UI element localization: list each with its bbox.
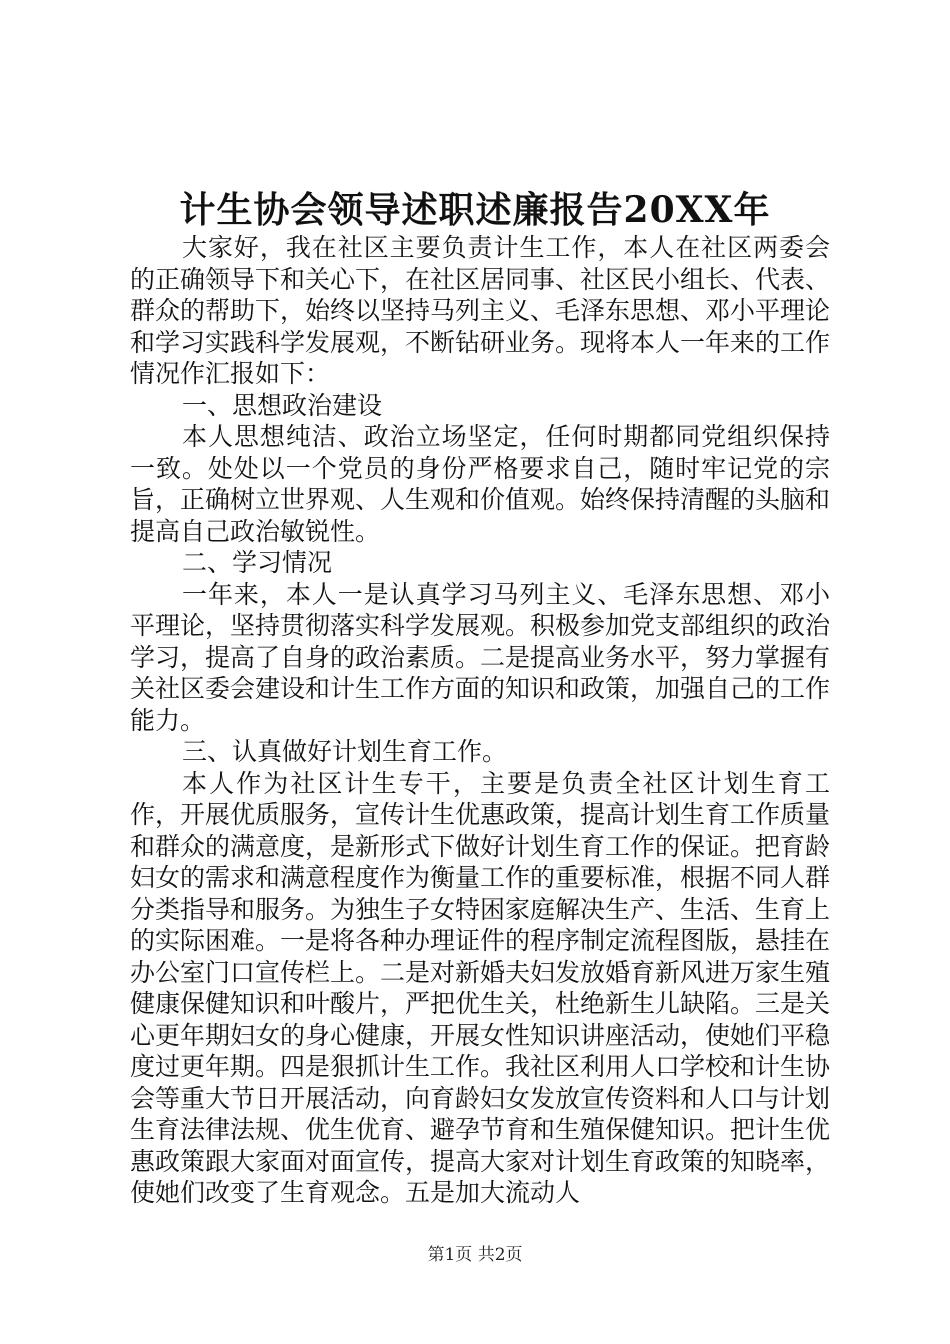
paragraph-family-planning: 本人作为社区计生专干，主要是负责全社区计划生育工作，开展优质服务，宣传计生优惠政策，提高计划生育工作质量和群众的满意度，是新形式下做好计划生育工作的保证。把育龄妇女的需求和满意程度作为衡量工作的重要标准，根据不同人群分类指导和服务。为独生子女特困家庭解决生产、生活、生育上的实际困难。一是将各种办理证件的程序制定流程图版，悬挂在办公室门口宣传栏上。二是对新婚夫妇发放婚育新风进万家生殖健康保健知识和叶酸片，严把优生关，杜绝新生儿缺陷。三是关心更年期妇女的身心健康，开展女性知识讲座活动，使她们平稳度过更年期。四是狠抓计生工作。我社区利用人口学校和计生协会等重大节日开展活动，向育龄妇女发放宣传资料和人口与计划生育法律法规、优生优育、避孕节育和生殖保健知识。把计生优惠政策跟大家面对面宣传，提高大家对计划生育政策的知晓率，使她们改变了生育观念。五是加大流动人 [130, 768, 831, 1207]
page-number-footer: 第1页 共2页 [427, 1245, 523, 1265]
paragraph-political: 本人思想纯洁、政治立场坚定，任何时期都同党组织保持一致。处处以一个党员的身份严格要求自己，随时牢记党的宗旨，正确树立世界观、人生观和价值观。始终保持清醒的头脑和提高自己政治敏锐性。 [130, 422, 831, 546]
section-heading-family-planning: 三、认真做好计划生育工作。 [182, 737, 508, 766]
document-title: 计生协会领导述职述廉报告20XX年 [179, 189, 771, 231]
section-heading-study: 二、学习情况 [182, 548, 333, 577]
section-heading-political: 一、思想政治建设 [182, 390, 383, 420]
document-body [130, 232, 830, 1209]
paragraph-intro: 大家好，我在社区主要负责计生工作，本人在社区两委会的正确领导下和关心下，在社区居同事、社区民小组长、代表、群众的帮助下，始终以坚持马列主义、毛泽东思想、邓小平理论和学习实践科学发展观，不断钻研业务。现将本人一年来的工作情况作汇报如下： [130, 233, 831, 388]
paragraph-study: 一年来，本人一是认真学习马列主义、毛泽东思想、邓小平理论，坚持贯彻落实科学发展观。积极参加党支部组织的政治学习，提高了自身的政治素质。二是提高业务水平，努力掌握有关社区委会建设和计生工作方面的知识和政策，加强自己的工作能力。 [130, 579, 831, 735]
